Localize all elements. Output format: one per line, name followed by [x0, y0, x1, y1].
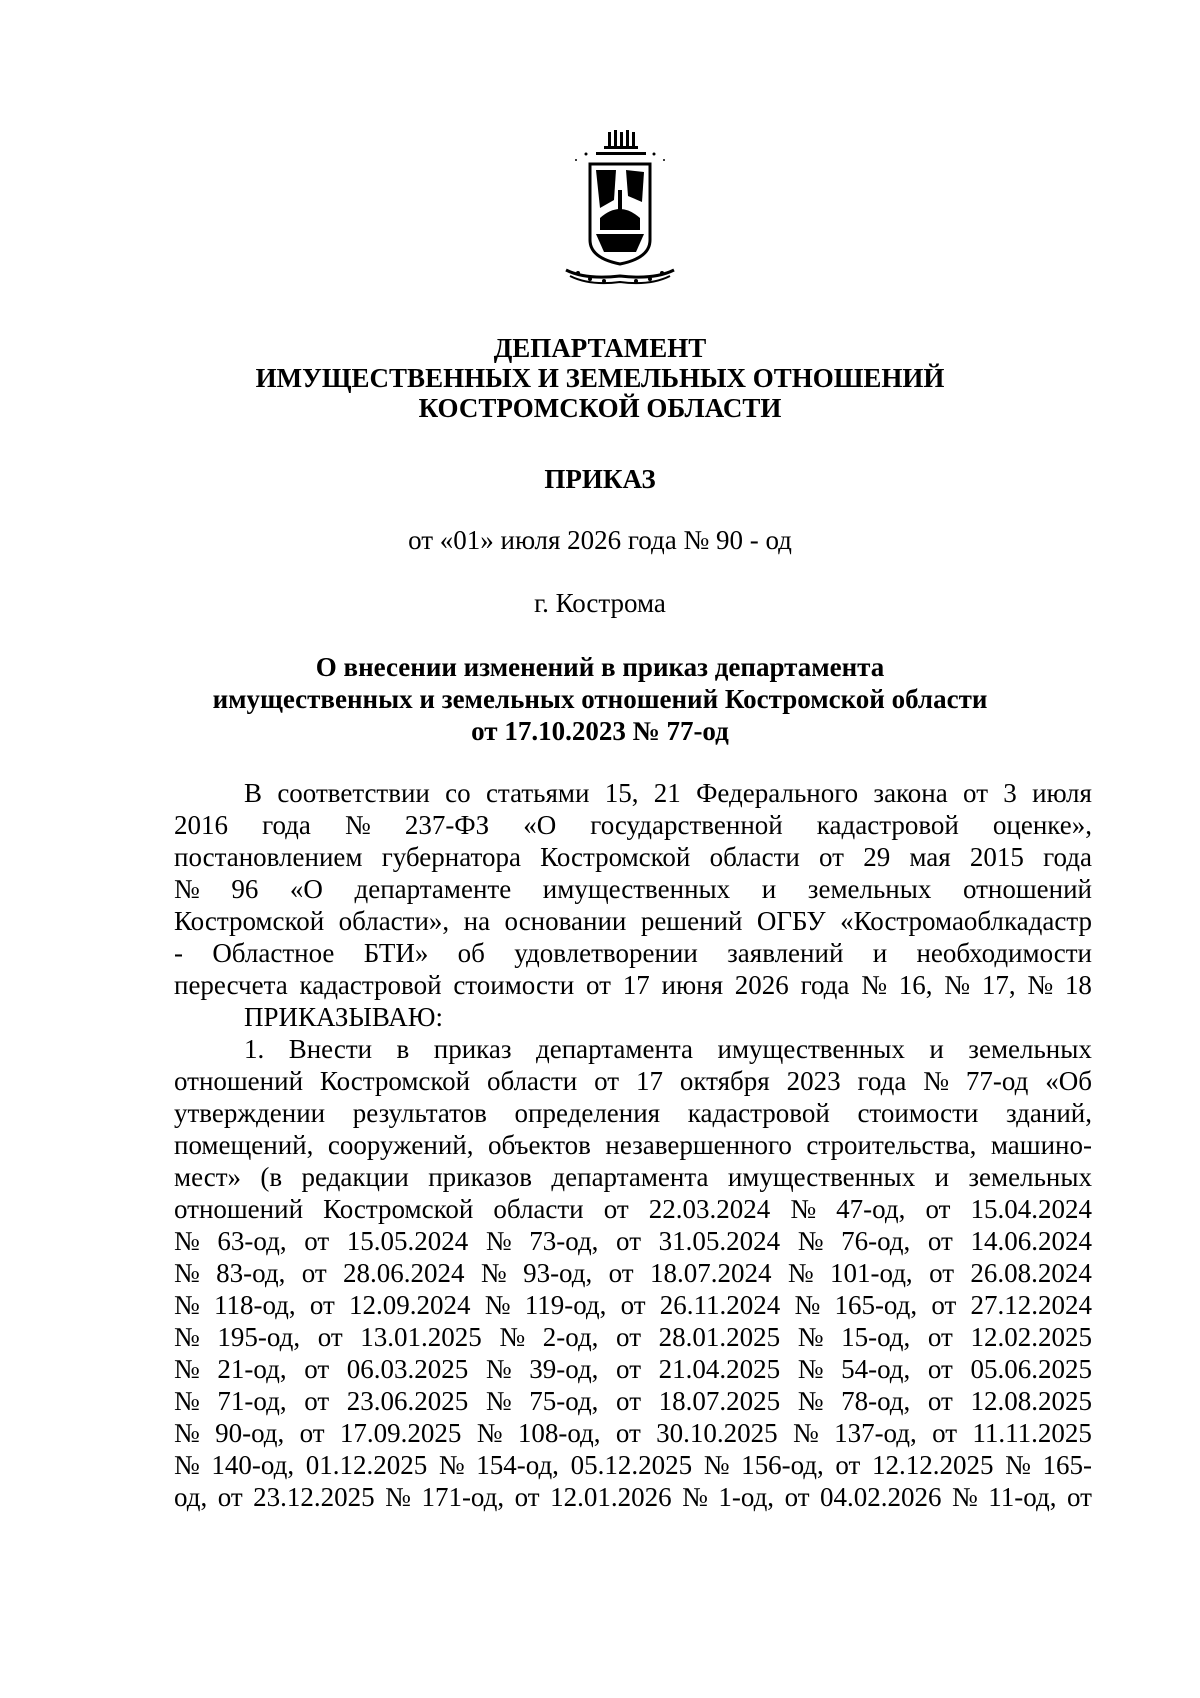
subject-line-3: от 17.10.2023 № 77-од [471, 716, 729, 746]
order-subject [150, 651, 1050, 747]
body-line: Костромской области», на основании решений ОГБУ «Костромаоблкадастр [174, 906, 1092, 936]
item-1-paragraph [174, 1033, 1092, 1513]
body-line: - Областное БТИ» об удовлетворении заявлений и необходимости [174, 938, 1092, 968]
body-line: 2016 года № 237-ФЗ «О государственной кадастровой оценке», [174, 810, 1092, 840]
body-line: № 63-од, от 15.05.2024 № 73-од, от 31.05.2024 № 76-од, от 14.06.2024 [174, 1226, 1092, 1256]
body-line: мест» (в редакции приказов департамента имущественных и земельных [174, 1162, 1092, 1192]
body-line: постановлением губернатора Костромской области от 29 мая 2015 года [174, 842, 1092, 872]
body-line: № 71-од, от 23.06.2025 № 75-од, от 18.07.2025 № 78-од, от 12.08.2025 [174, 1386, 1092, 1416]
body-line: отношений Костромской области от 17 октября 2023 года № 77-од «Об [174, 1066, 1092, 1096]
body-line: 1. Внести в приказ департамента имущественных и земельных [244, 1034, 1092, 1064]
order-word: ПРИКАЗЫВАЮ: [244, 1002, 443, 1032]
department-line-3: КОСТРОМСКОЙ ОБЛАСТИ [418, 393, 782, 423]
body-line: отношений Костромской области от 22.03.2024 № 47-од, от 15.04.2024 [174, 1194, 1092, 1224]
subject-line-1: О внесении изменений в приказ департамента [315, 652, 885, 682]
department-line-1: ДЕПАРТАМЕНТ [493, 333, 707, 363]
body-line: № 90-од, от 17.09.2025 № 108-од, от 30.10.2025 № 137-од, от 11.11.2025 [174, 1418, 1092, 1448]
body-line: помещений, сооружений, объектов незавершенного строительства, машино- [174, 1130, 1092, 1160]
body-line: № 118-од, от 12.09.2024 № 119-од, от 26.11.2024 № 165-од, от 27.12.2024 [174, 1290, 1092, 1320]
department-name [200, 333, 1000, 423]
department-line-2: ИМУЩЕСТВЕННЫХ И ЗЕМЕЛЬНЫХ ОТНОШЕНИЙ [255, 363, 945, 393]
order-date-number: от «01» июля 2026 года № 90 - од [408, 525, 792, 555]
body-line: № 195-од, от 13.01.2025 № 2-од, от 28.01.2025 № 15-од, от 12.02.2025 [174, 1322, 1092, 1352]
document-type-title: ПРИКАЗ [544, 464, 656, 494]
body-line: № 96 «О департаменте имущественных и земельных отношений [174, 874, 1092, 904]
order-body [174, 777, 1092, 1513]
body-line: В соответствии со статьями 15, 21 Федерального закона от 3 июля [244, 778, 1092, 808]
subject-line-2: имущественных и земельных отношений Костромской области [212, 684, 988, 714]
body-line: № 140-од, 01.12.2025 № 154-од, 05.12.2025 № 156-од, от 12.12.2025 № 165- [174, 1450, 1092, 1480]
order-city: г. Кострома [534, 588, 666, 618]
body-line: № 83-од, от 28.06.2024 № 93-од, от 18.07.2024 № 101-од, от 26.08.2024 [174, 1258, 1092, 1288]
body-line: пересчета кадастровой стоимости от 17 июня 2026 года № 16, № 17, № 18 [174, 970, 1092, 1000]
kostroma-coat-of-arms-icon [556, 130, 684, 290]
preamble-paragraph [174, 777, 1092, 1001]
body-line: № 21-од, от 06.03.2025 № 39-од, от 21.04.2025 № 54-од, от 05.06.2025 [174, 1354, 1092, 1384]
body-line: од, от 23.12.2025 № 171-од, от 12.01.2026 № 1-од, от 04.02.2026 № 11-од, от [174, 1482, 1092, 1512]
body-line: утверждении результатов определения кадастровой стоимости зданий, [174, 1098, 1092, 1128]
